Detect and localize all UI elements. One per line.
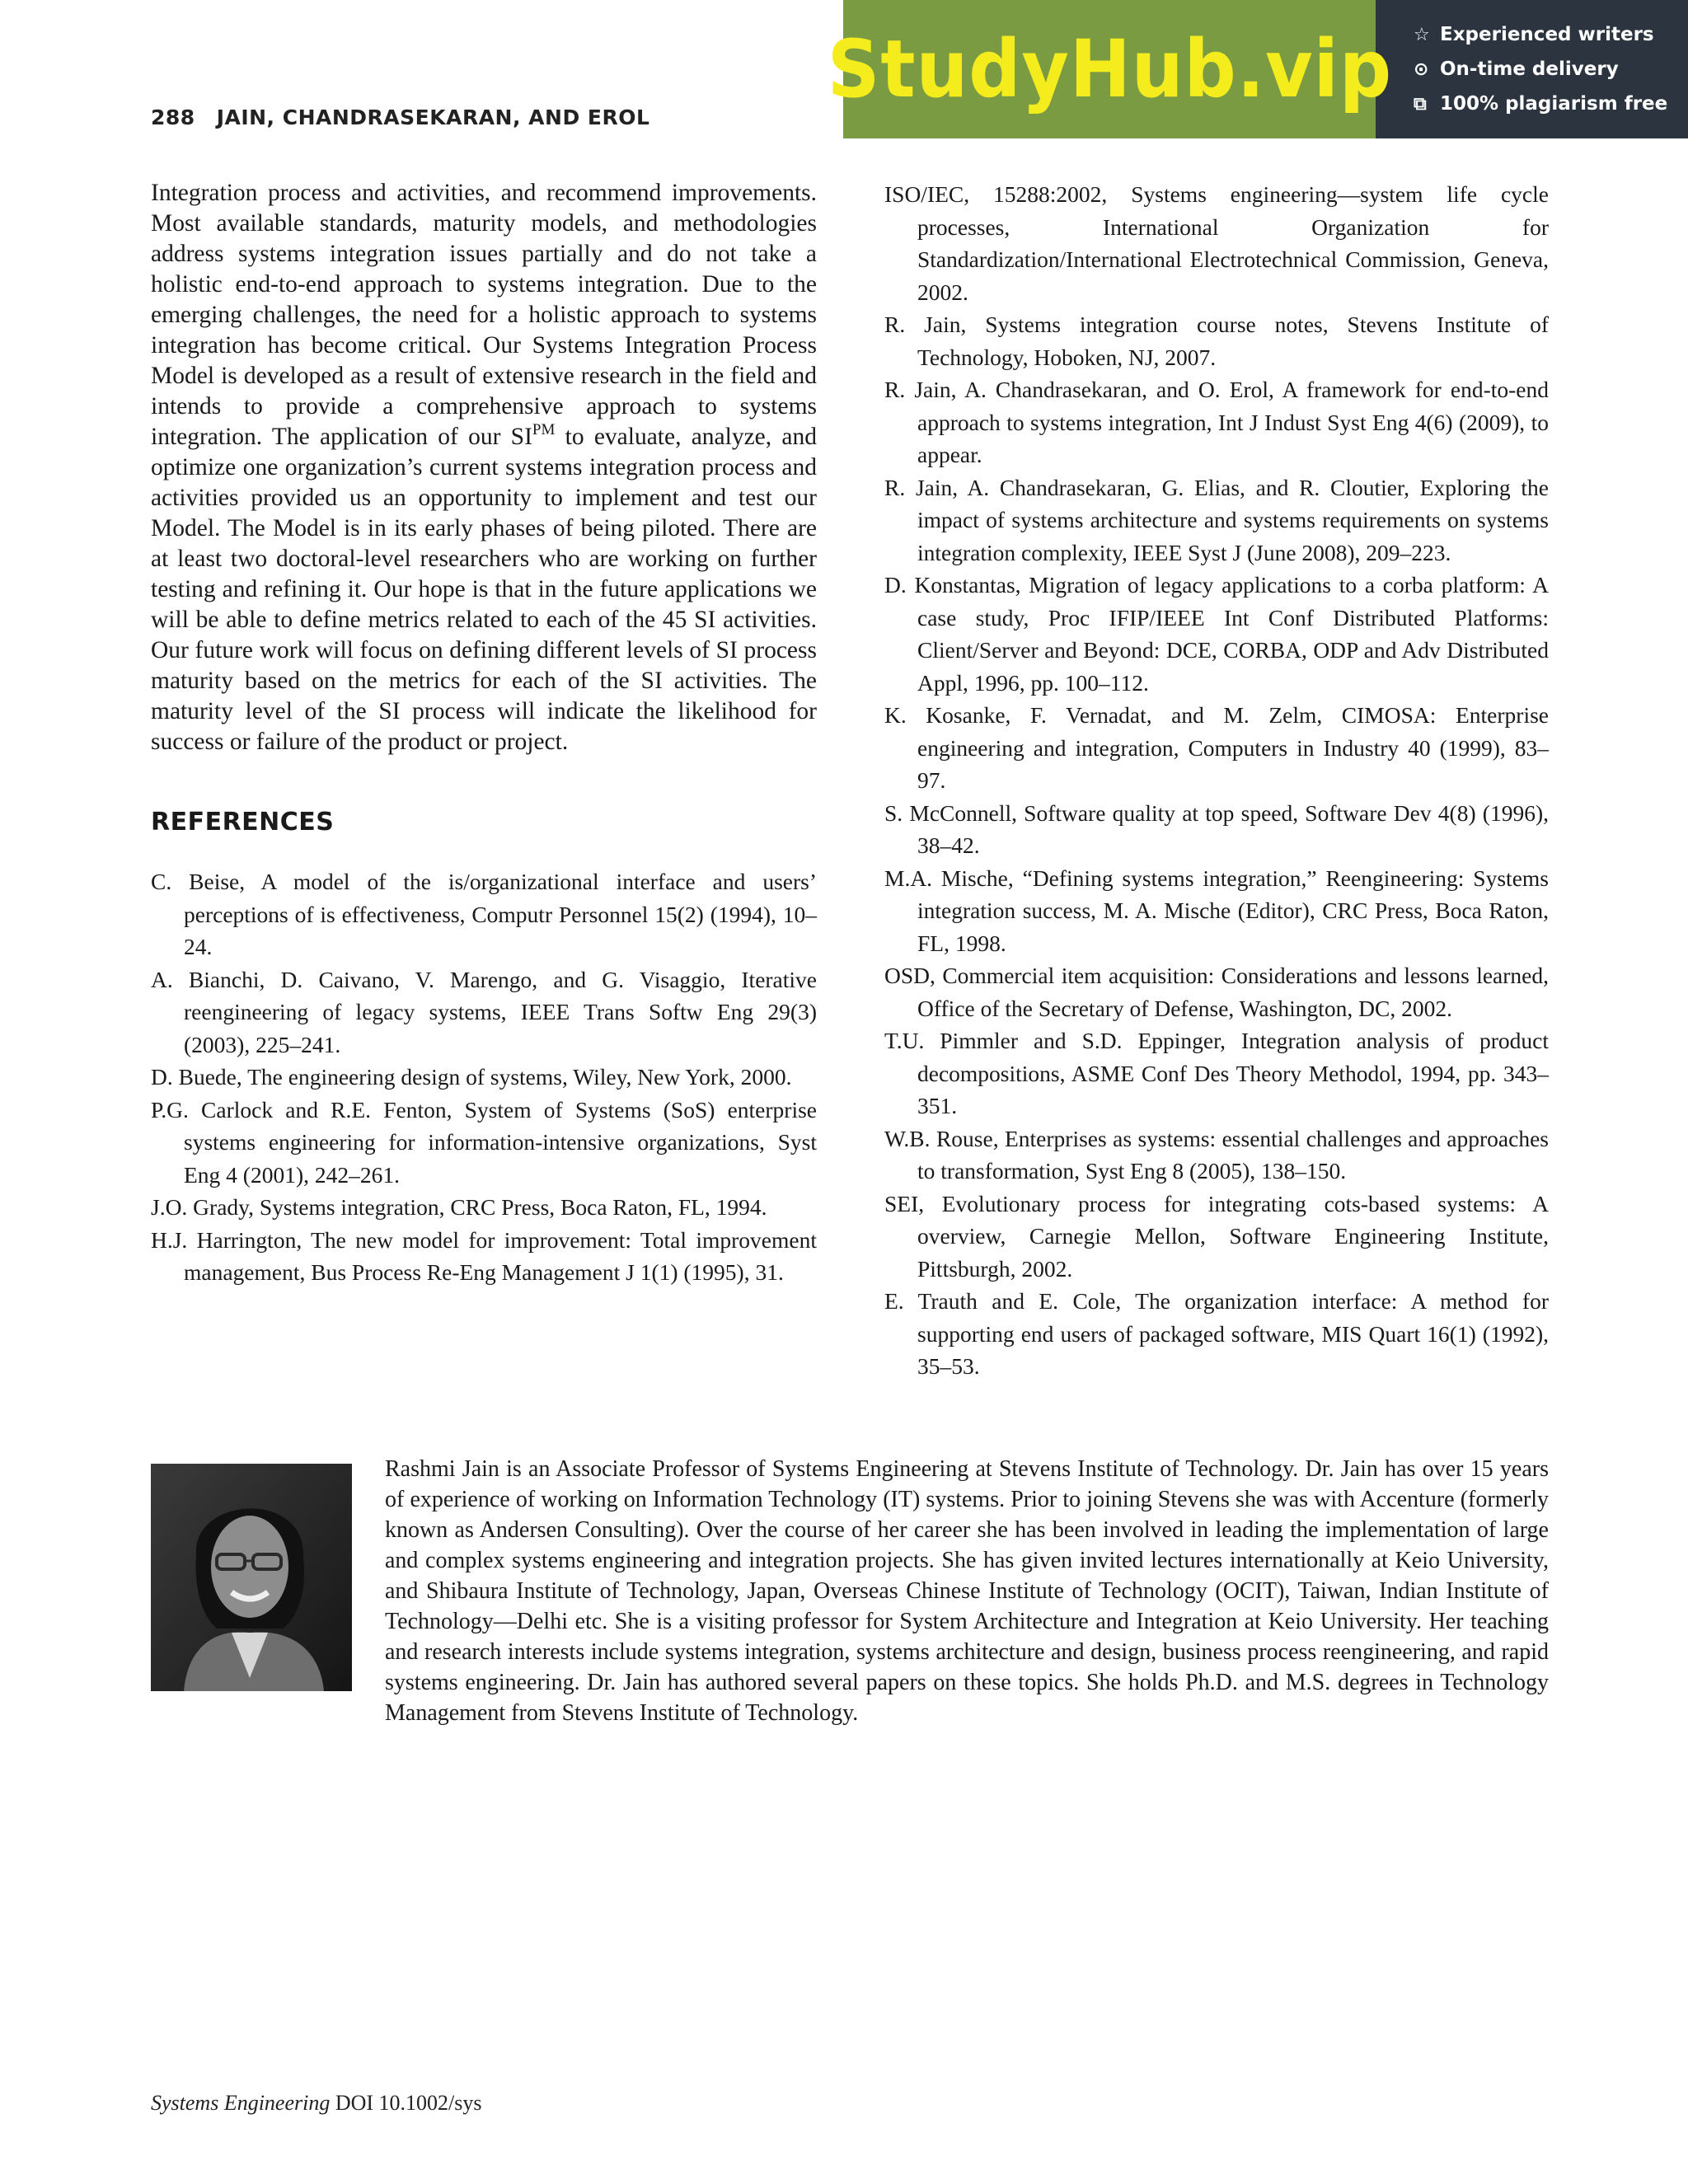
studyhub-banner[interactable] (827, 0, 1688, 138)
reference-item: R. Jain, A. Chandrasekaran, G. Elias, and R. Cloutier, Exploring the impact of systems architecture and systems requirements on systems integration complexity, IEEE Syst J (June 2008), 209–223. (884, 474, 1549, 565)
reference-item: ISO/IEC, 15288:2002, Systems engineering—system life cycle processes, International Organization for Standardization/International Electrotechnical Commission, Geneva, 2002. (884, 181, 1549, 305)
author-bio-text: Rashmi Jain is an Associate Professor of Systems Engineering at Stevens Institute of Technology. Dr. Jain has over 15 years of experience of working on Information Technology (IT) systems. Prior to joining Stevens she was with Accenture (formerly known as Andersen Consulting). Over the course of her career she has been involved in leading the implementation of large and complex systems engineering and integration projects. She has given invited lectures internationally at Keio University, and Shibaura Institute of Technology, Japan, Overseas Chinese Institute of Technology (OCIT), Taiwan, Indian Institute of Technology—Delhi etc. She is a visiting professor for System Architecture and Integration at Keio University. Her teaching and research interests include systems integration, systems architecture and design, business process reengineering, and rapid systems engineering. Dr. Jain has authored several papers on these topics. She holds Ph.D. and M.S. degrees in Technology Management from Stevens Institute of Technology. (385, 1456, 1549, 1726)
feature-plagiarism-free (1414, 87, 1688, 121)
reference-item: E. Trauth and E. Cole, The organization interface: A method for supporting end users of packaged software, MIS Quart 16(1) (1992), 35–53. (884, 1288, 1549, 1379)
page-number: 288 (151, 105, 195, 129)
author-portrait-image (151, 1464, 352, 1691)
clock-icon: ⊙ (1414, 59, 1429, 80)
reference-item: D. Konstantas, Migration of legacy applications to a corba platform: A case study, Proc IFIP/IEEE Int Conf Distributed Platforms: Client/Server and Beyond: DCE, CORBA, ODP and Adv Distributed Appl, 1996, pp. 100–112. (884, 572, 1549, 696)
feature-label: 100% plagiarism free (1440, 93, 1668, 115)
copy-icon: ⧉ (1414, 93, 1427, 115)
journal-name: Systems Engineering (151, 2091, 331, 2115)
journal-doi: DOI 10.1002/sys (330, 2091, 482, 2115)
references-heading: REFERENCES (151, 808, 335, 837)
reference-item: S. McConnell, Software quality at top speed, Software Dev 4(8) (1996), 38–42. (884, 799, 1549, 858)
feature-on-time-delivery (1414, 52, 1688, 87)
reference-item: J.O. Grady, Systems integration, CRC Press, Boca Raton, FL, 1994. (151, 1194, 767, 1220)
running-header (151, 105, 649, 129)
studyhub-logo[interactable]: StudyHub.vip (827, 23, 1392, 115)
banner-features (1376, 0, 1688, 138)
banner-logo-panel[interactable] (827, 0, 1392, 138)
reference-item: R. Jain, Systems integration course notes, Stevens Institute of Technology, Hoboken, NJ, 2007. (884, 312, 1549, 370)
paragraph-text: Integration process and activities, and recommend improvements. Most available standards, maturity models, and methodologies address systems integration issues partially and do not take a holistic end-to-end approach to systems integration. Due to the emerging challenges, the need for a holistic approach to systems integration has become critical. Our Systems Integration Process Model is developed as a result of extensive research in the field and intends to provide a comprehensive approach to systems integration. The application of our SI (151, 180, 817, 450)
star-outline-icon: ☆ (1414, 24, 1430, 45)
reference-item: M.A. Mische, “Defining systems integration,” Reengineering: Systems integration success, M. A. Mische (Editor), CRC Press, Boca Raton, FL, 1998. (884, 865, 1549, 956)
reference-item: SEI, Evolutionary process for integrating cots-based systems: A overview, Carnegie Mellon, Software Engineering Institute, Pittsburgh, 2002. (884, 1190, 1549, 1282)
reference-item: OSD, Commercial item acquisition: Considerations and lessons learned, Office of the Secretary of Defense, Washington, DC, 2002. (884, 963, 1549, 1021)
page-footer (151, 2091, 482, 2116)
paragraph-text: to evaluate, analyze, and optimize one organization’s current systems integration process and activities provided us an opportunity to implement and test our Model. The Model is in its early phases of being piloted. There are at least two doctoral-level researchers who are working on further testing and refining it. Our hope is that in the future applications we will be able to define metrics related to each of the 45 SI activities. Our future work will focus on defining different levels of SI process maturity based on the metrics for each of the SI activities. The maturity level of the SI process will indicate the likelihood for success or failure of the product or project. (151, 424, 817, 755)
reference-item: W.B. Rouse, Enterprises as systems: essential challenges and approaches to transformation, Syst Eng 8 (2005), 138–150. (884, 1125, 1549, 1183)
feature-label: Experienced writers (1440, 24, 1654, 45)
right-column (884, 178, 1549, 1383)
feature-experienced-writers (1414, 17, 1688, 52)
reference-item: P.G. Carlock and R.E. Fenton, System of Systems (SoS) enterprise systems engineering for information-intensive organizations, Syst Eng 4 (2001), 242–261. (151, 1096, 817, 1188)
reference-item: C. Beise, A model of the is/organizational interface and users’ perceptions of is effectiveness, Computr Personnel 15(2) (1994), 10–24. (151, 869, 817, 959)
conclusion-paragraph (151, 178, 817, 757)
author-photo (151, 1464, 352, 1691)
reference-item: R. Jain, A. Chandrasekaran, and O. Erol, A framework for end-to-end approach to systems integration, Int J Indust Syst Eng 4(6) (2009), to appear. (884, 377, 1549, 467)
left-column (151, 178, 817, 1289)
reference-item: D. Buede, The engineering design of systems, Wiley, New York, 2000. (151, 1064, 792, 1090)
running-header-authors: JAIN, CHANDRASEKARAN, AND EROL (216, 105, 650, 129)
reference-item: A. Bianchi, D. Caivano, V. Marengo, and G. Visaggio, Iterative reengineering of legacy systems, IEEE Trans Softw Eng 29(3) (2003), 225–241. (151, 966, 817, 1057)
feature-label: On-time delivery (1440, 59, 1619, 80)
reference-item: K. Kosanke, F. Vernadat, and M. Zelm, CIMOSA: Enterprise engineering and integration, Computers in Industry 40 (1999), 83–97. (884, 702, 1549, 793)
reference-item: T.U. Pimmler and S.D. Eppinger, Integration analysis of product decompositions, ASME Conf Des Theory Methodol, 1994, pp. 343–351. (884, 1028, 1549, 1118)
superscript-pm: PM (532, 421, 556, 438)
reference-item: H.J. Harrington, The new model for improvement: Total improvement management, Bus Process Re-Eng Management J 1(1) (1995), 31. (151, 1226, 817, 1285)
